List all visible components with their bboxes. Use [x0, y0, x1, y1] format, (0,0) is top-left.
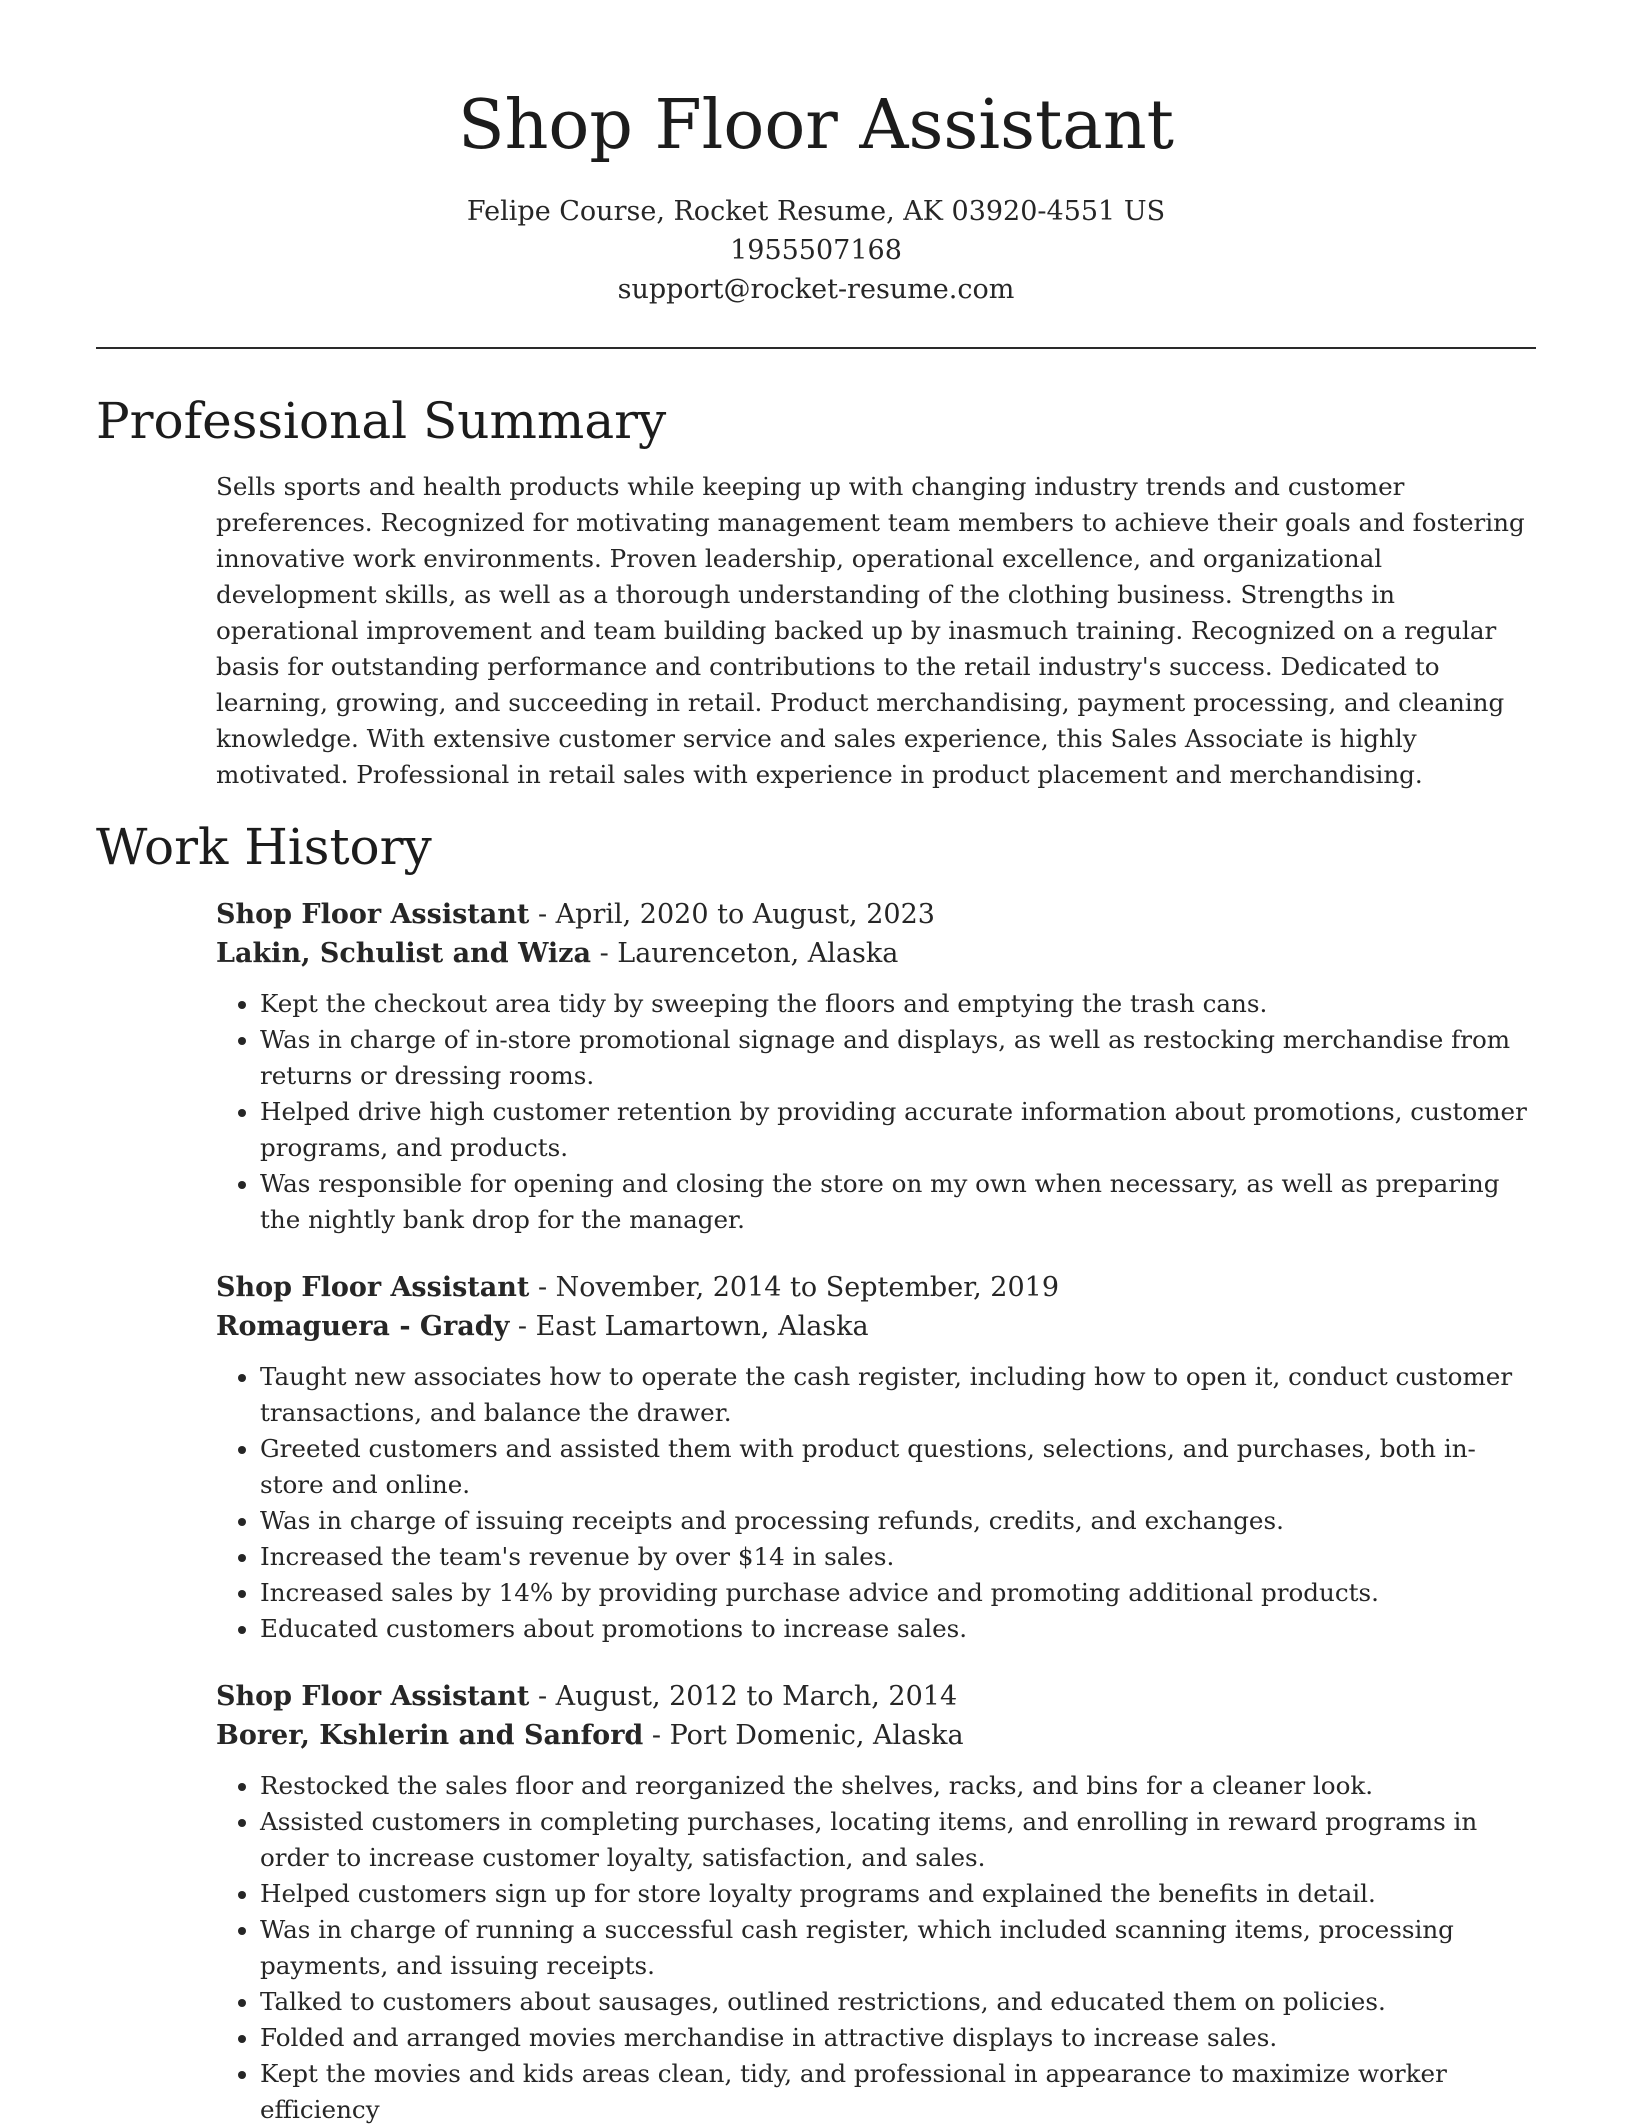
work-history-section — [96, 817, 1536, 2128]
job-bullet: • Educated customers about promotions to increase sales. — [260, 1611, 1536, 1647]
job-company-line — [216, 1716, 1536, 1755]
job-entry — [216, 1268, 1536, 1647]
job-bullet: • Kept the checkout area tidy by sweeping the floors and emptying the trash cans. — [260, 986, 1536, 1022]
summary-section — [96, 391, 1536, 793]
job-bullet: • Helped customers sign up for store loyalty programs and explained the benefits in detail. — [260, 1876, 1536, 1912]
resume-page — [96, 0, 1536, 2128]
contact-address: Felipe Course, Rocket Resume, AK 03920-4551 US — [466, 196, 1166, 227]
contact-email: support@rocket-resume.com — [617, 274, 1015, 305]
summary-heading: Professional Summary — [96, 392, 667, 450]
job-company: Borer, Kshlerin and Sanford — [216, 1720, 644, 1751]
resume-header — [96, 0, 1536, 309]
contact-info — [96, 192, 1536, 309]
job-bullet: • Restocked the sales floor and reorganized the shelves, racks, and bins for a cleaner look. — [260, 1768, 1536, 1804]
job-separator: - — [643, 1720, 670, 1751]
summary-text: Sells sports and health products while keeping up with changing industry trends and customer preferences. Recognized for motivating management team members to achieve their goals and fostering innovative work environments. Proven leadership, operational excellence, and organizational development skills, as well as a thorough understanding of the clothing business. Strengths in operational improvement and team building backed up by inasmuch training. Recognized on a regular basis for outstanding performance and contributions to the retail industry's success. Dedicated to learning, growing, and succeeding in retail. Product merchandising, payment processing, and cleaning knowledge. With extensive customer service and sales experience, this Sales Associate is highly motivated. Professional in retail sales with experience in product placement and merchandising. — [216, 472, 1525, 789]
job-bullet: • Kept the movies and kids areas clean, tidy, and professional in appearance to maximize worker efficiency — [260, 2056, 1536, 2128]
job-bullet-list — [216, 986, 1536, 1238]
job-entry — [216, 895, 1536, 1238]
job-bullet: • Was in charge of in-store promotional signage and displays, as well as restocking merchandise from returns or dressing rooms. — [260, 1022, 1536, 1094]
job-bullet: • Talked to customers about sausages, outlined restrictions, and educated them on policies. — [260, 1984, 1536, 2020]
job-title-line — [216, 895, 1536, 934]
work-history-heading: Work History — [96, 818, 432, 876]
job-dates: November, 2014 to September, 2019 — [555, 1272, 1060, 1303]
job-location: East Lamartown, Alaska — [535, 1311, 869, 1342]
job-separator: - — [529, 1681, 556, 1712]
job-bullet: • Increased the team's revenue by over $14 in sales. — [260, 1539, 1536, 1575]
job-separator: - — [591, 938, 618, 969]
job-bullet-list — [216, 1768, 1536, 2128]
job-title-line — [216, 1677, 1536, 1716]
job-title: Shop Floor Assistant — [216, 1272, 530, 1303]
job-separator: - — [509, 1311, 536, 1342]
job-title: Shop Floor Assistant — [216, 1681, 530, 1712]
job-bullet: • Increased sales by 14% by providing purchase advice and promoting additional products. — [260, 1575, 1536, 1611]
job-bullet: • Assisted customers in completing purchases, locating items, and enrolling in reward programs in order to increase customer loyalty, satisfaction, and sales. — [260, 1804, 1536, 1876]
job-title: Shop Floor Assistant — [216, 899, 530, 930]
job-separator: - — [529, 1272, 556, 1303]
job-bullet-list — [216, 1359, 1536, 1647]
job-dates: August, 2012 to March, 2014 — [555, 1681, 958, 1712]
resume-title: Shop Floor Assistant — [458, 86, 1174, 165]
job-dates: April, 2020 to August, 2023 — [555, 899, 935, 930]
job-bullet: • Folded and arranged movies merchandise in attractive displays to increase sales. — [260, 2020, 1536, 2056]
job-company-line — [216, 934, 1536, 973]
job-separator: - — [529, 899, 556, 930]
job-company: Lakin, Schulist and Wiza — [216, 938, 591, 969]
job-bullet: • Was in charge of running a successful cash register, which included scanning items, processing payments, and issuing receipts. — [260, 1912, 1536, 1984]
job-bullet: • Greeted customers and assisted them with product questions, selections, and purchases, both in-store and online. — [260, 1431, 1536, 1503]
job-bullet: • Was responsible for opening and closing the store on my own when necessary, as well as preparing the nightly bank drop for the manager. — [260, 1166, 1536, 1238]
job-bullet: • Taught new associates how to operate the cash register, including how to open it, conduct customer transactions, and balance the drawer. — [260, 1359, 1536, 1431]
job-location: Port Domenic, Alaska — [669, 1720, 964, 1751]
job-bullet: • Helped drive high customer retention by providing accurate information about promotions, customer programs, and products. — [260, 1094, 1536, 1166]
job-location: Laurenceton, Alaska — [617, 938, 899, 969]
contact-phone: 1955507168 — [730, 235, 902, 266]
job-company: Romaguera - Grady — [216, 1311, 510, 1342]
job-company-line — [216, 1307, 1536, 1346]
job-title-line — [216, 1268, 1536, 1307]
job-bullet: • Was in charge of issuing receipts and processing refunds, credits, and exchanges. — [260, 1503, 1536, 1539]
header-divider — [96, 347, 1536, 349]
job-entry — [216, 1677, 1536, 2128]
